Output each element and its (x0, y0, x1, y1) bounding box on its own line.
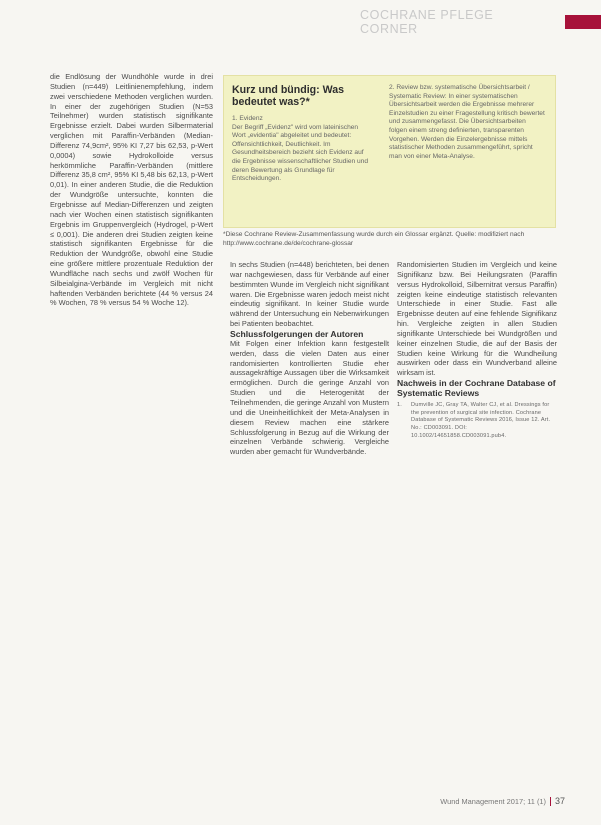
summary-item1-text: Der Begriff „Evidenz" wird vom lateinischen Wort „evidentia" abgeleitet und bedeutet: Offensichtlichkeit, Deutlichkeit. Im Gesundheitsbereich bezieht sich Evidenz auf die Ergebnisse wissenschaftlicher Studien und deren Bewertung als Grundlage für Entscheidungen. (232, 123, 368, 183)
reference-text: Dumville JC, Gray TA, Walter CJ, et al. Dressings for the prevention of surgical site infection. Cochrane Database of Systematic Reviews 2016, Issue 12. Art. No.: CD003091. DOI: 10.1002/14651858.CD003091.pub4. (411, 402, 551, 439)
page-header (360, 8, 601, 36)
header-color-tab (565, 15, 601, 29)
left-column-paragraph: die Endlösung der Wundhöhle wurde in drei Studien (n=449) Leitlinienempfehlung, indem zwei verschiedene Methoden verglichen wurden. In einer der zugehörigen Studien (N=53 Teilnehmer) wurden statistisch signifikante Ergebnisse erzielt. Dabei wurden Silbermaterial verglichen mit Paraffin-Verbänden (Median-Differenz 74,9cm², 95% KI 7,27 bis 62,53, p-Wert 0,0004) sowie Hydrokolloide versus herkömmliche Paraffin-Verbänden (mittlere Differenz 35,8 cm², 95% KI 5,48 bis 62,13, p-Wert 0,01). In einer anderen Studie, die die Reduktion der Wundgröße untersuchte, konnten die Ergebnisse auf Median-Differenzen und zeigten nach vier Wochen einen statistisch signifikanten Ergebnis im Gruppenvergleich (Hydrogel, p-Wert ≤ 0,001). Die anderen drei Studien zeigten keine statistisch signifikanten Ergebnisse für die Reduktion der Wundgröße, obwohl eine Studie eine größere mittlere prozentuale Reduktion der Wundfläche nach sechs und zwölf Wochen für Silbeialgina-Verbände im Vergleich mit nicht haftenden Verbänden berichtete (44 % versus 24 % Wochen, 78 % versus 54 % Woche 12). (50, 72, 213, 308)
page-number: 37 (554, 796, 565, 806)
source-heading: Nachweis in der Cochrane Database of Systematic Reviews (397, 378, 556, 399)
page-footer (440, 796, 565, 806)
summary-item1-head: 1. Evidenz (232, 115, 263, 122)
box-footnote: *Diese Cochrane Review-Zusammenfassung wurde durch ein Glossar ergänzt. Quelle: modifiziert nach http://www.cochrane.de/de/cochrane-glossar (223, 231, 525, 247)
middle-column-paragraph: In sechs Studien (n=448) berichteten, bei denen war nachgewiesen, dass für Verbände auf einer bestimmten Wunde im Vergleich nicht signifikant waren. Die Ergebnisse waren jedoch meist nicht eindeutig signifikant. In keiner Studie wurde während der Untersuchung ein Nebenwirkungen bei Patienten beobachtet. (230, 260, 389, 329)
summary-box-left (224, 76, 383, 227)
conclusions-heading: Schlussfolgerungen der Autoren (230, 328, 364, 339)
middle-text-column (230, 260, 389, 457)
right-text-column (397, 260, 557, 440)
reference-item (397, 402, 557, 440)
summary-item2-text: 2. Review bzw. systematische Übersichtsarbeit / Systematic Review: In einer systematischen Übersichtsarbeit werden die Ergebnisse mehrerer Einzelstudien zu einer Fragestellung kritisch bewertet und zusammengefasst. Die Übersichtsarbeiten folgen einem streng definierten, transparenten Vorgehen. Werden die Einzelergebnisse mittels statistischer Methoden zusammengeführt, spricht man von einer Meta-Analyse. (389, 84, 545, 160)
reference-list (397, 402, 557, 440)
journal-citation: Wund Management 2017; 11 (1) (440, 796, 546, 806)
conclusions-paragraph: Mit Folgen einer Infektion kann festgestellt werden, dass die vielen Daten aus einer randomisierten kontrollierten Studie eher aussagekräftige Aussagen über die Wirksamkeit ermöglichen. Durch die geringe Anzahl von Studien und die Heterogenität der Teilnehmenden, die geringe Anzahl von Mustern und die Uneinheitlichkeit der Meta-Analysen in diesem Review machen eine stärkere Schlussfolgerung in Bezug auf die Wirkung der einzelnen Verbände schwierig. Vergleiche wurden aber gemacht für Wundverbände. (230, 338, 389, 457)
summary-box-heading: Kurz und bündig: Was bedeutet was?* (232, 84, 344, 108)
summary-box-right (383, 76, 555, 227)
summary-box (223, 75, 556, 228)
left-text-column (50, 72, 213, 308)
footer-separator (550, 797, 551, 806)
header-title: COCHRANE PFLEGE CORNER (360, 8, 494, 36)
right-column-paragraph: Randomisierten Studien im Vergleich und keine Signifikanz bzw. Bei Heilungsraten (Paraffin versus Hydrokolloid, Silbernitrat versus Paraffin) zeigten keine eindeutige statistisch relevanten Unterschiede in einer Studie. Fast alle Ergebnisse deuten auf eine fehlende Signifikanz hin. Vergleiche zeigten in allen Studien signifikante Unterschiede bei Wundgrößen und keiner einzelnen Studie, die auf der Basis der Studien keine Wirkung für die Wundheilung auswirken oder dass ein Wundverband alleine wirksam ist. (397, 260, 557, 378)
reference-number: 1. (397, 402, 402, 409)
